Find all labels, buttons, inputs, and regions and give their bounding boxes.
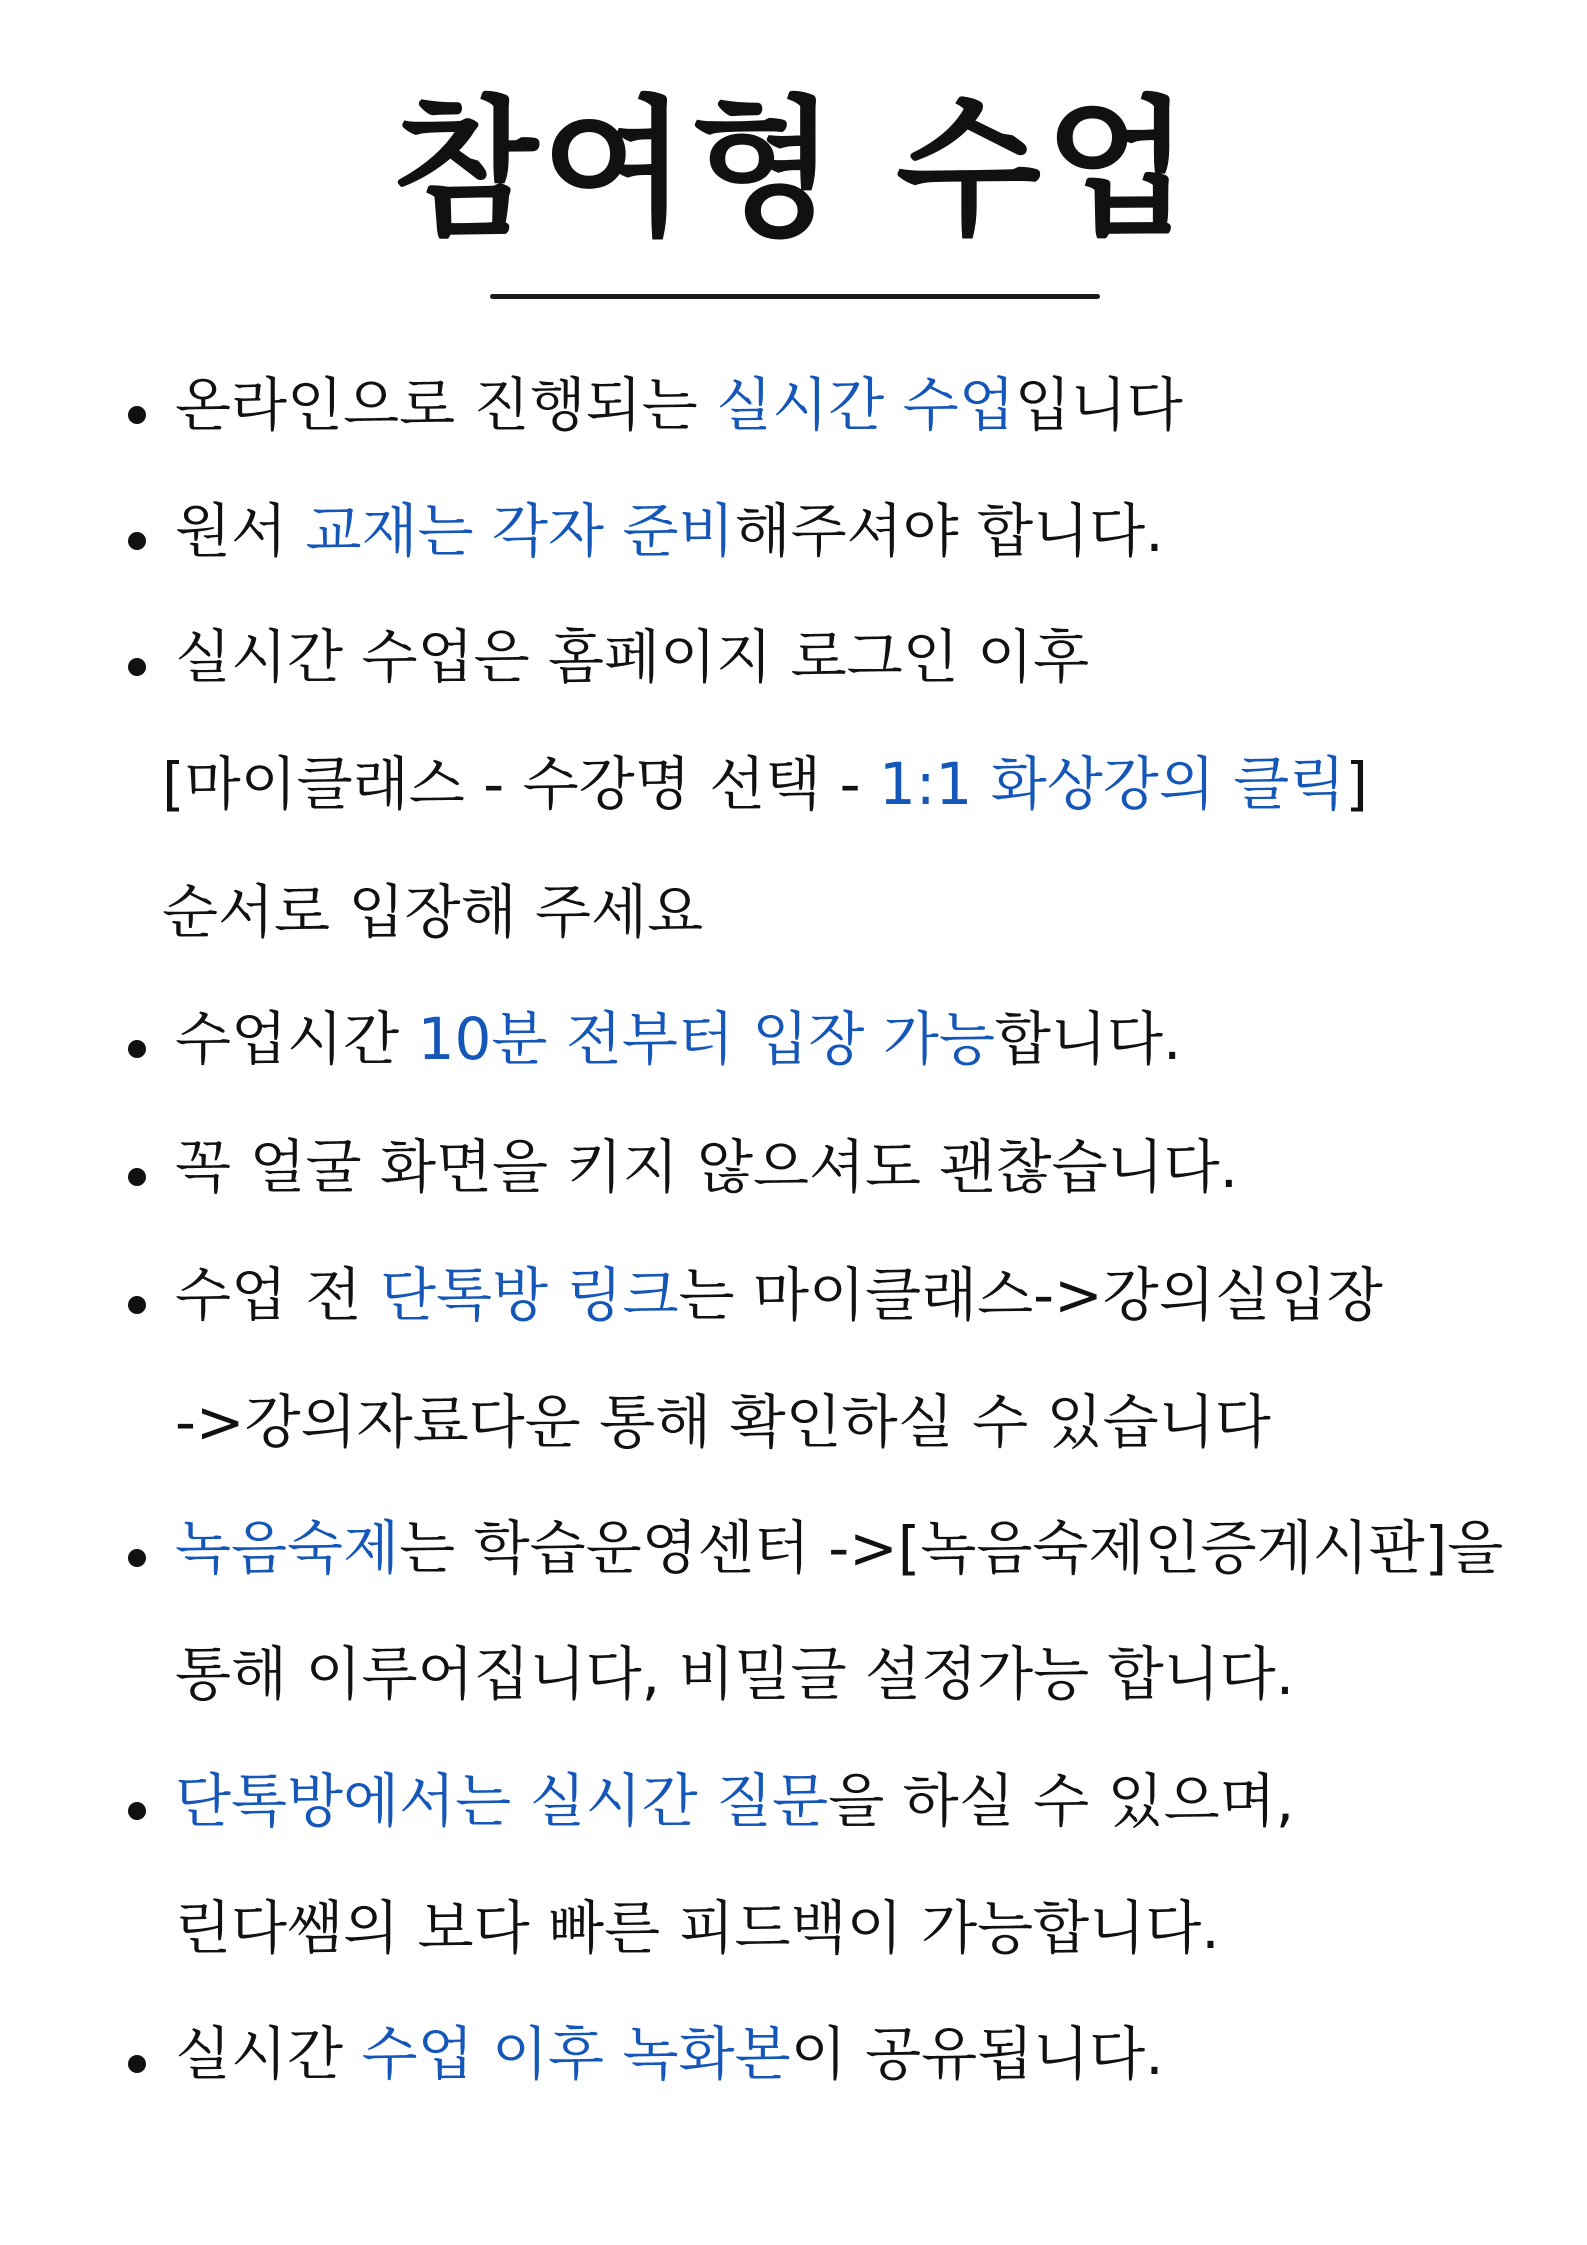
- highlight-text: 1:1 화상강의 클릭: [878, 750, 1346, 818]
- list-item-line: [175, 1005, 1182, 1073]
- body-text: 통해 이루어집니다, 비밀글 설정가능 합니다.: [175, 1640, 1295, 1708]
- page-title: 참여형 수업: [393, 83, 1194, 257]
- list-item-line: [175, 1388, 1271, 1456]
- body-text: 린다쌤의 보다 빠른 피드백이 가능합니다.: [175, 1894, 1220, 1962]
- bullet-dot: [128, 2055, 146, 2073]
- bullet-dot: [128, 1296, 146, 1314]
- list-item-line: [175, 1640, 1295, 1708]
- bullet-dot: [128, 1549, 146, 1567]
- list-item-line: [175, 623, 1090, 691]
- body-text: 원서: [175, 497, 306, 565]
- list-item-line: [162, 750, 1368, 818]
- list-item-line: [175, 371, 1183, 439]
- bullet-dot: [128, 1168, 146, 1186]
- body-text: 을 하실 수 있으며,: [828, 1767, 1295, 1835]
- body-text: 온라인으로 진행되는: [175, 371, 717, 439]
- highlight-text: 실시간 수업: [716, 371, 1015, 439]
- list-item-line: [175, 2020, 1164, 2088]
- body-text: 이 공유됩니다.: [790, 2020, 1164, 2088]
- body-text: 실시간: [175, 2020, 362, 2088]
- highlight-text: 녹음숙제: [175, 1514, 400, 1582]
- list-item-line: [175, 497, 1164, 565]
- highlight-text: 교재는 각자 준비: [305, 497, 735, 565]
- list-item-line: [175, 1261, 1383, 1329]
- body-text: 수업 전: [175, 1261, 380, 1329]
- body-text: 해주셔야 합니다.: [734, 497, 1164, 565]
- body-text: 입니다: [1014, 371, 1183, 439]
- highlight-text: 10분 전부터 입장 가능: [417, 1005, 995, 1073]
- body-text: 실시간 수업은 홈페이지 로그인 이후: [175, 623, 1090, 691]
- highlight-text: 수업 이후 녹화본: [361, 2020, 791, 2088]
- bullet-dot: [128, 658, 146, 676]
- bullet-dot: [128, 406, 146, 424]
- body-text: [마이클래스 - 수강명 선택 -: [162, 750, 879, 818]
- list-item-line: [175, 1767, 1295, 1835]
- list-item-line: [175, 1514, 1504, 1582]
- highlight-text: 단톡방 링크: [379, 1261, 679, 1329]
- body-text: 수업시간: [175, 1005, 418, 1073]
- body-text: ]: [1345, 750, 1368, 818]
- bullet-dot: [128, 1040, 146, 1058]
- body-text: 는 마이클래스->강의실입장: [678, 1261, 1383, 1329]
- body-text: 꼭 얼굴 화면을 키지 않으셔도 괜찮습니다.: [175, 1133, 1239, 1201]
- list-item-line: [162, 878, 704, 946]
- bullet-dot: [128, 532, 146, 550]
- body-text: ->강의자료다운 통해 확인하실 수 있습니다: [175, 1388, 1271, 1456]
- body-text: 합니다.: [994, 1005, 1182, 1073]
- bullet-dot: [128, 1802, 146, 1820]
- body-text: 는 학습운영센터 ->[녹음숙제인증게시판]을: [399, 1514, 1504, 1582]
- body-text: 순서로 입장해 주세요: [162, 878, 704, 946]
- list-item-line: [175, 1894, 1220, 1962]
- highlight-text: 단톡방에서는 실시간 질문: [175, 1767, 829, 1835]
- list-item-line: [175, 1133, 1239, 1201]
- title-underline: [490, 294, 1100, 299]
